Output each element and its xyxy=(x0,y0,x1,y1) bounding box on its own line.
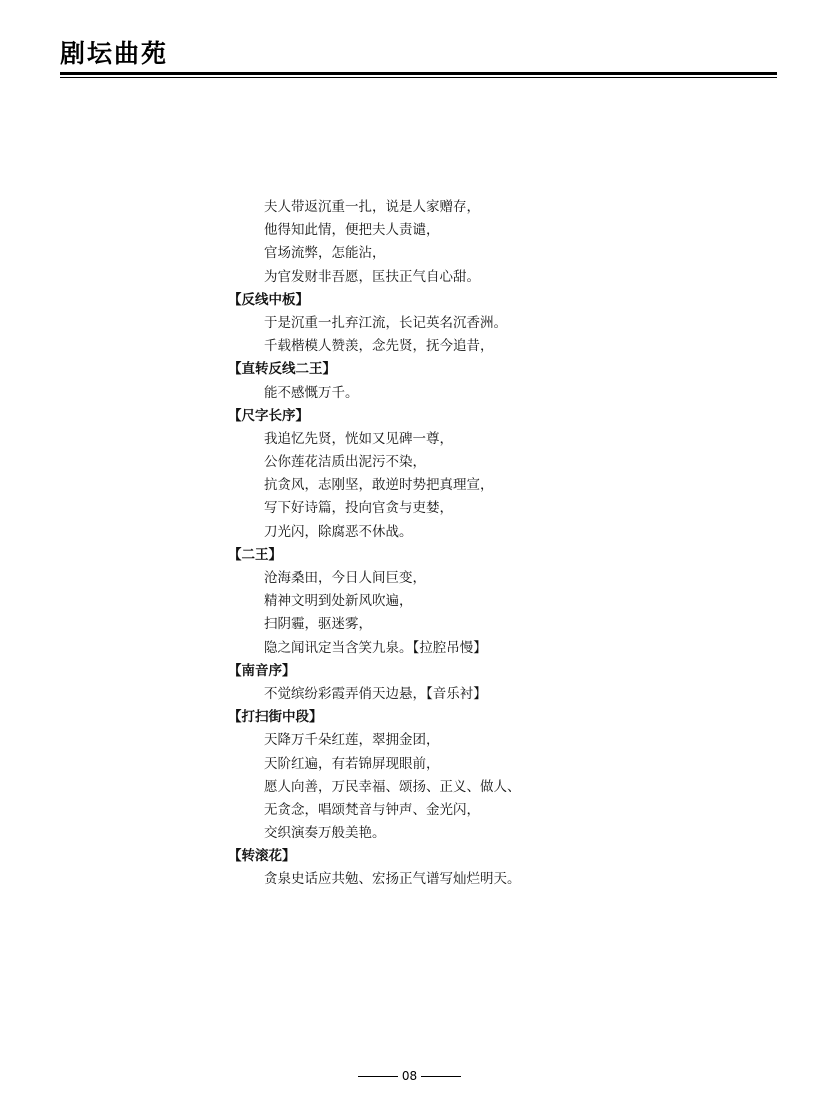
lyric-line: 刀光闪，除腐恶不休战。 xyxy=(264,523,413,540)
page-number: 08 xyxy=(401,1069,418,1083)
tune-heading: 【转滚花】 xyxy=(228,848,296,865)
lyric-line: 隐之闻讯定当含笑九泉。【拉腔吊慢】 xyxy=(264,639,487,656)
section-title: 剧坛曲苑 xyxy=(60,39,169,68)
tune-heading: 【南音序】 xyxy=(228,662,296,679)
header-rule-thin xyxy=(60,77,777,78)
lyric-line: 于是沉重一扎弃江流，长记英名沉香洲。 xyxy=(264,314,507,331)
header-rule-thick xyxy=(60,72,777,75)
lyric-line: 沧海桑田，今日人间巨变， xyxy=(264,570,426,586)
lyric-line: 扫阴霾，驱迷雾， xyxy=(264,616,372,633)
tune-heading: 【打扫街中段】 xyxy=(228,709,323,726)
lyric-line: 精神文明到处新风吹遍， xyxy=(264,593,413,610)
lyric-line: 愿人向善，万民幸福、颂扬、正义、做人、 xyxy=(264,778,521,795)
tune-heading: 【尺字长序】 xyxy=(228,407,309,424)
footer-dash-left xyxy=(358,1076,398,1077)
page-footer xyxy=(0,1066,819,1086)
tune-heading: 【直转反线二王】 xyxy=(228,361,336,378)
lyric-line: 为官发财非吾愿，匡扶正气自心甜。 xyxy=(264,268,480,285)
lyric-line: 官场流弊，怎能沾， xyxy=(264,245,386,262)
lyric-line: 千载楷模人赞羡，念先贤，抚今追昔， xyxy=(264,338,494,355)
tune-heading: 【反线中板】 xyxy=(228,291,309,308)
lyric-line: 不觉缤纷彩霞弄俏天边悬，【音乐衬】 xyxy=(264,685,487,702)
lyric-line: 贪泉史话应共勉、宏扬正气谱写灿烂明天。 xyxy=(264,871,521,888)
lyric-line: 无贪念，唱颂梵音与钟声、金光闪， xyxy=(264,801,480,818)
lyric-line: 公你莲花洁质出泥污不染， xyxy=(264,454,426,471)
lyric-line: 我追忆先贤，恍如又见碑一尊， xyxy=(264,430,453,447)
footer-dash-right xyxy=(421,1076,461,1077)
lyric-line: 写下好诗篇，投向官贪与吏婪， xyxy=(264,500,453,517)
lyric-line: 能不感慨万千。 xyxy=(264,384,359,401)
lyric-line: 他得知此情，便把夫人责谴， xyxy=(264,222,440,239)
tune-heading: 【二王】 xyxy=(228,546,282,563)
lyric-line: 抗贪风，志刚坚，敢逆时势把真理宣， xyxy=(264,477,494,494)
lyric-line: 天阶红遍，有若锦屏现眼前， xyxy=(264,755,440,772)
lyric-line: 交织演奏万般美艳。 xyxy=(264,825,386,842)
lyrics-body xyxy=(228,196,788,892)
lyric-line: 天降万千朵红莲，翠拥金团， xyxy=(264,732,440,749)
lyric-line: 夫人带返沉重一扎，说是人家赠存， xyxy=(264,199,480,215)
